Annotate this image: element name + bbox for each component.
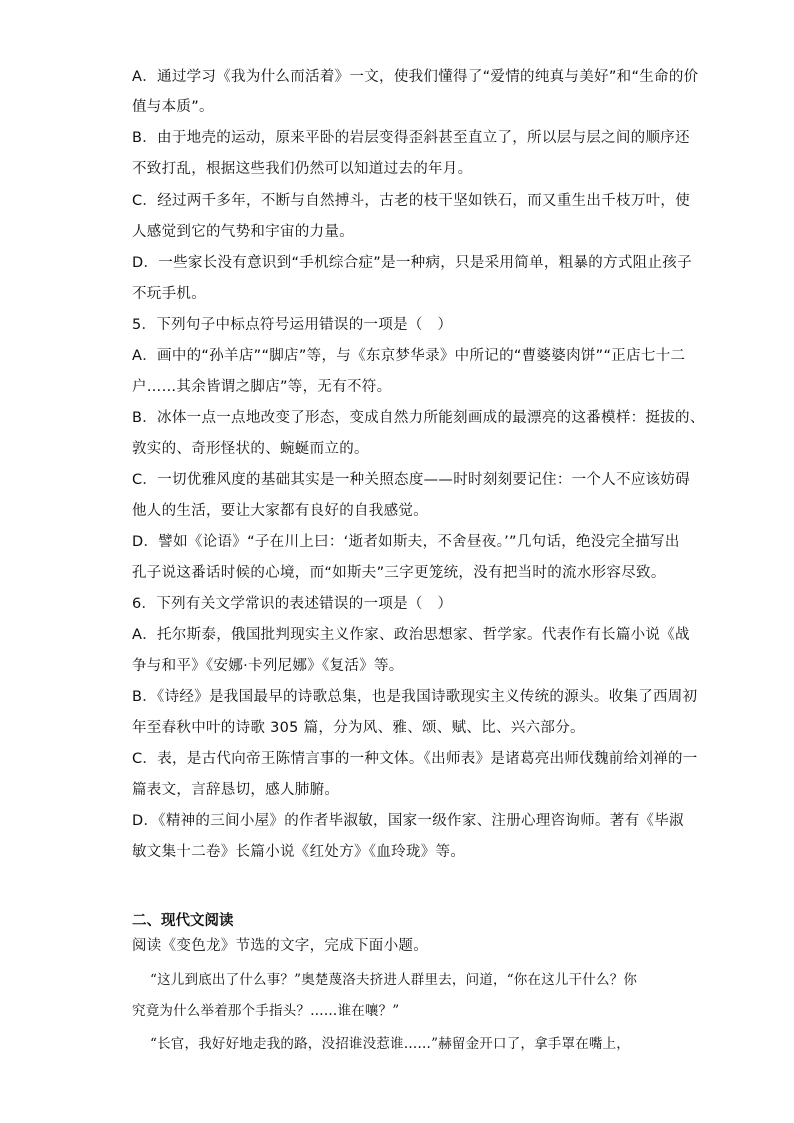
q6-option-d-line2: 敏文集十二卷》长篇小说《红处方》《血玲珑》等。 — [132, 844, 466, 860]
q6-option-a-line2: 争与和平》《安娜·卡列尼娜》《复活》等。 — [132, 658, 404, 674]
q4-option-d-line1: D．一些家长没有意识到“手机综合症”是一种病，只是采用简单，粗暴的方式阻止孩子 — [132, 255, 692, 271]
q6-option-c-line2: 篇表文，言辞恳切，感人肺腑。 — [132, 782, 340, 798]
q4-option-c-line2: 人感觉到它的气势和宇宙的力量。 — [132, 224, 354, 240]
q4-option-b-line2: 不致打乱，根据这些我们仍然可以知道过去的年月。 — [132, 161, 473, 177]
passage-paragraph1-line1: “这儿到底出了什么事？”奥楚蔑洛夫挤进人群里去，问道，“你在这儿干什么？你 — [150, 972, 638, 988]
q5-option-c-line2: 他人的生活，要让大家都有良好的自我感觉。 — [132, 503, 428, 519]
q4-option-a-line2: 值与本质”。 — [132, 99, 214, 115]
q5-option-d-line1: D．譬如《论语》“子在川上曰：‘逝者如斯夫，不舍昼夜。’”几句话，绝没完全描写出 — [132, 534, 680, 550]
passage-paragraph2-line1: “长官，我好好地走我的路，没招谁没惹谁……”赫留金开口了，拿手罩在嘴上， — [150, 1036, 631, 1052]
section-title: 二、现代文阅读 — [132, 913, 234, 929]
q6-option-a-line1: A．托尔斯泰，俄国批判现实主义作家、政治思想家、哲学家。代表作有长篇小说《战 — [132, 627, 690, 643]
q5-option-c-line1: C．一切优雅风度的基础其实是一种关照态度——时时刻刻要记住：一个人不应该妨碍 — [132, 472, 691, 488]
q6-option-d-line1: D．《精神的三间小屋》的作者毕淑敏，国家一级作家、注册心理咨询师。著有《毕淑 — [132, 813, 684, 829]
passage-paragraph1-line2: 究竟为什么举着那个手指头？……谁在嚷？” — [132, 1003, 400, 1019]
q6-option-c-line1: C．表，是古代向帝王陈情言事的一种文体。《出师表》是诸葛亮出师伐魏前给刘禅的一 — [132, 751, 698, 767]
q5-option-d-line2: 孔子说这番话时候的心境，而“如斯夫”三字更笼统，没有把当时的流水形容尽致。 — [132, 565, 666, 581]
q5-option-a-line1: A．画中的“孙羊店”“脚店”等，与《东京梦华录》中所记的“曹婆婆肉饼”“正店七十二 — [132, 348, 686, 364]
reading-intro: 阅读《变色龙》节选的文字，完成下面小题。 — [132, 938, 428, 954]
q6-stem: 6．下列有关文学常识的表述错误的一项是（ ） — [132, 596, 453, 612]
q5-option-b-line1: B．冰体一点一点地改变了形态，变成自然力所能刻画成的最漂亮的这番模样：挺拔的、 — [132, 410, 705, 426]
q6-option-b-line1: B．《诗经》是我国最早的诗歌总集，也是我国诗歌现实主义传统的源头。收集了西周初 — [132, 689, 698, 705]
q5-option-a-line2: 户……其余皆谓之脚店”等，无有不符。 — [132, 379, 392, 395]
q6-option-b-line2: 年至春秋中叶的诗歌 305 篇，分为风、雅、颂、赋、比、兴六部分。 — [132, 720, 585, 736]
q4-option-b-line1: B．由于地壳的运动，原来平卧的岩层变得歪斜甚至直立了，所以层与层之间的顺序还 — [132, 130, 690, 146]
q4-option-d-line2: 不玩手机。 — [132, 286, 206, 302]
q5-option-b-line2: 敦实的、奇形怪状的、蜿蜒而立的。 — [132, 441, 369, 457]
q5-stem: 5．下列句子中标点符号运用错误的一项是（ ） — [132, 317, 453, 333]
q4-option-c-line1: C．经过两千多年，不断与自然搏斗，古老的枝干坚如铁石，而又重生出千枝万叶，使 — [132, 193, 691, 209]
q4-option-a-line1: A．通过学习《我为什么而活着》一文，使我们懂得了“爱情的纯真与美好”和“生命的价 — [132, 69, 699, 85]
